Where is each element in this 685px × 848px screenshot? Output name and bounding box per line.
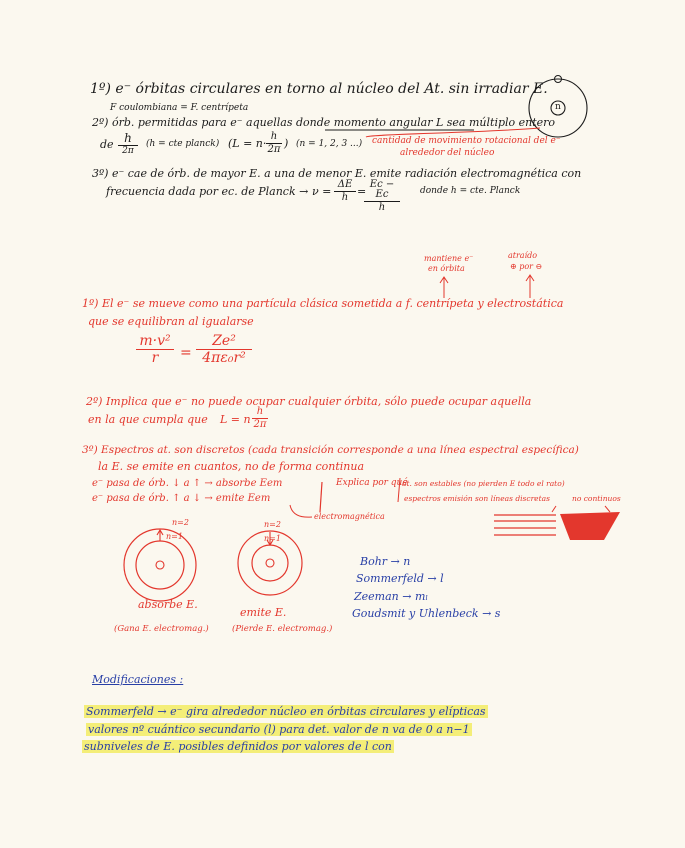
explica-reason-2: espectros emisión son líneas discretas <box>404 494 550 503</box>
atom1-n1-label: n=1 <box>166 532 183 541</box>
fraction-numerator: Ec − Ec <box>369 179 395 200</box>
emite-line: e⁻ pasa de órb. ↑ a ↓ → emite Eem <box>92 493 271 504</box>
model-goudsmit: Goudsmit y Uhlenbeck → s <box>352 607 501 620</box>
explanation-3-line-a: 3º) Espectros at. son discretos (cada transición corresponde a una línea espectral específica) <box>82 444 579 456</box>
note-por: ⊕ por ⊖ <box>510 262 543 271</box>
planck-constant-definition: donde h = cte. Planck <box>420 186 521 196</box>
fraction-numerator: m·v² <box>139 333 171 349</box>
fraction-numerator: h <box>256 406 264 417</box>
fraction-numerator: h <box>270 131 278 142</box>
continuous-spectrum <box>560 512 620 540</box>
explanation-2-line-b: en la que cumpla que <box>88 413 208 426</box>
explanation-1-line-b: que se equilibran al igualarse <box>88 315 254 328</box>
arrow-to-continuous <box>605 506 610 512</box>
model-bohr: Bohr → n <box>360 555 411 568</box>
atom1-n2-label: n=2 <box>172 518 189 527</box>
h-definition: (h = cte planck) <box>146 139 220 149</box>
explica-label: Explica por qué <box>336 478 408 488</box>
postulate-3-line-b: frecuencia dada por ec. de Planck → <box>106 185 309 198</box>
equals-sign: = <box>357 185 367 198</box>
close-paren: ) <box>284 137 289 150</box>
highlighted-text: Sommerfeld → e⁻ gira alrededor núcleo en órbitas circulares y elípticas <box>86 705 486 718</box>
fraction-numerator: ΔE <box>337 179 353 190</box>
highlighted-text: valores nº cuántico secundario (l) para det. valor de n va de 0 a n−1 <box>88 723 470 736</box>
electromagnetic-arrow <box>290 505 312 517</box>
absorbe-line: e⁻ pasa de órb. ↓ a ↑ → absorbe Eem <box>92 478 283 489</box>
angular-momentum-note-1: cantidad de movimiento rotacional del e⁻ <box>372 136 561 146</box>
n-values: (n = 1, 2, 3 ...) <box>296 139 363 149</box>
note-en-orbita: en órbita <box>428 264 465 273</box>
fraction-denominator: 4πε₀r² <box>202 350 246 366</box>
emite-caption-note: (Pierde E. electromag.) <box>232 624 333 634</box>
fraction-numerator: h <box>124 131 132 145</box>
modifications-title: Modificaciones : <box>92 673 184 686</box>
absorbe-caption: absorbe E. <box>138 598 198 611</box>
atom2-n1-label: n=1 <box>264 534 281 543</box>
explanation-3-line-b: la E. se emite en cuantos, no de forma continua <box>98 460 365 473</box>
angular-momentum-equation: (L = n· <box>228 137 267 150</box>
nu-equation: ν = <box>312 185 332 198</box>
modifications-line-1 <box>84 706 488 717</box>
inner-orbit <box>252 545 288 581</box>
emite-caption: emite E. <box>240 606 287 619</box>
note-atraido: atraído <box>508 251 538 260</box>
divider-stroke <box>398 478 400 502</box>
fraction-denominator: 2π <box>267 144 281 155</box>
postulate-3-line: 3º) e⁻ cae de órb. de mayor E. a una de menor E. emite radiación electromagnética con <box>92 167 582 180</box>
fraction-denominator: 2π <box>253 419 267 430</box>
fraction-denominator: h <box>341 192 349 203</box>
fraction-denominator: h <box>378 202 386 213</box>
nucleus <box>156 561 164 569</box>
postulate-2-prefix: de <box>100 138 114 151</box>
no-continuos-note: no continuos <box>572 494 621 503</box>
absorbe-caption-note: (Gana E. electromag.) <box>114 624 209 634</box>
arrow-to-discrete <box>552 506 556 512</box>
postulate-2-line: 2º) órb. permitidas para e⁻ aquellas donde momento angular L sea múltiplo entero <box>92 116 556 129</box>
modifications-line-2 <box>86 724 472 735</box>
fraction-denominator: 2π <box>122 146 134 156</box>
equals-sign: = <box>180 345 192 361</box>
postulate-1-note: F coulombiana = F. centrípeta <box>110 103 249 113</box>
nucleus <box>266 559 274 567</box>
nucleus-label: n <box>555 102 561 112</box>
fraction-numerator: Ze² <box>212 333 236 349</box>
modifications-line-3 <box>82 741 394 752</box>
fraction-denominator: r <box>151 350 159 366</box>
l-equation-red: L = n <box>220 413 251 426</box>
explanation-1-line-a: 1º) El e⁻ se mueve como una partícula clásica sometida a f. centrípeta y electrostática <box>82 297 564 310</box>
highlighted-text: subniveles de E. posibles definidos por valores de l con <box>84 740 392 753</box>
postulate-1-line: 1º) e⁻ órbitas circulares en torno al núcleo del At. sin irradiar E. <box>90 81 548 97</box>
electromagnetic-note: electromagnética <box>314 512 385 521</box>
atom2-n2-label: n=2 <box>264 520 281 529</box>
explica-reason-1: át. son estables (no pierden E todo el rato) <box>402 479 565 488</box>
note-mantiene: mantiene e⁻ <box>424 254 474 263</box>
explanation-2-line-a: 2º) Implica que e⁻ no puede ocupar cualquier órbita, sólo puede ocupar aquella <box>86 395 532 408</box>
inner-orbit <box>136 541 184 589</box>
divider-stroke <box>320 482 322 512</box>
model-zeeman: Zeeman → mₗ <box>354 590 429 603</box>
model-sommerfeld: Sommerfeld → l <box>356 572 444 585</box>
angular-momentum-note-2: alrededor del núcleo <box>400 148 495 158</box>
